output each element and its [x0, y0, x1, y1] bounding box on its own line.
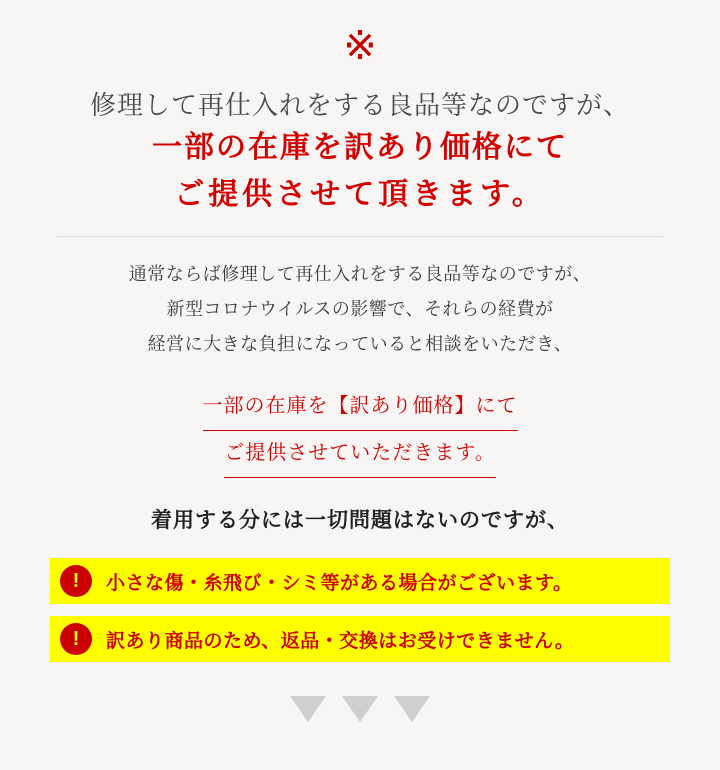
warning-item — [50, 558, 670, 604]
warning-text: 小さな傷・糸飛び・シミ等がある場合がございます。 — [106, 572, 573, 594]
emphasis-row-2 — [0, 431, 720, 478]
exclamation-icon: ! — [60, 565, 92, 597]
warning-text: 訳あり商品のため、返品・交換はお受けできません。 — [106, 630, 575, 652]
headline-line-3: ご提供させて頂きます。 — [174, 177, 546, 211]
triangle-down-icon — [290, 696, 326, 722]
body-line-1: 通常ならば修理して再仕入れをする良品等なのですが、 — [128, 264, 592, 284]
headline-line-1: 修理して再仕入れをする良品等なのですが、 — [89, 90, 630, 120]
emphasis-text — [0, 384, 720, 478]
body-line-2: 新型コロナウイルスの影響で、それらの経費が — [166, 299, 554, 320]
triangle-down-icon — [342, 696, 378, 722]
exclamation-icon: ! — [60, 623, 92, 655]
warning-item — [50, 616, 670, 662]
headline — [0, 86, 720, 218]
body-text — [0, 257, 720, 362]
triangle-down-icon — [394, 696, 430, 722]
emphasis-line-2: ご提供させていただきます。 — [224, 431, 495, 478]
divider — [57, 236, 663, 237]
asterisk-mark-icon: ※ — [343, 23, 377, 69]
emphasis-line-1: 一部の在庫を【訳あり価格】にて — [203, 384, 518, 431]
emphasis-row-1 — [0, 384, 720, 431]
scroll-down-arrows — [0, 696, 720, 722]
warning-list — [50, 558, 670, 662]
headline-line-2: 一部の在庫を訳あり価格にて — [152, 131, 568, 164]
body-line-3: 経営に大きな負担になっていると相談をいただき、 — [147, 334, 573, 355]
bold-note: 着用する分には一切問題はないのですが、 — [151, 509, 569, 533]
